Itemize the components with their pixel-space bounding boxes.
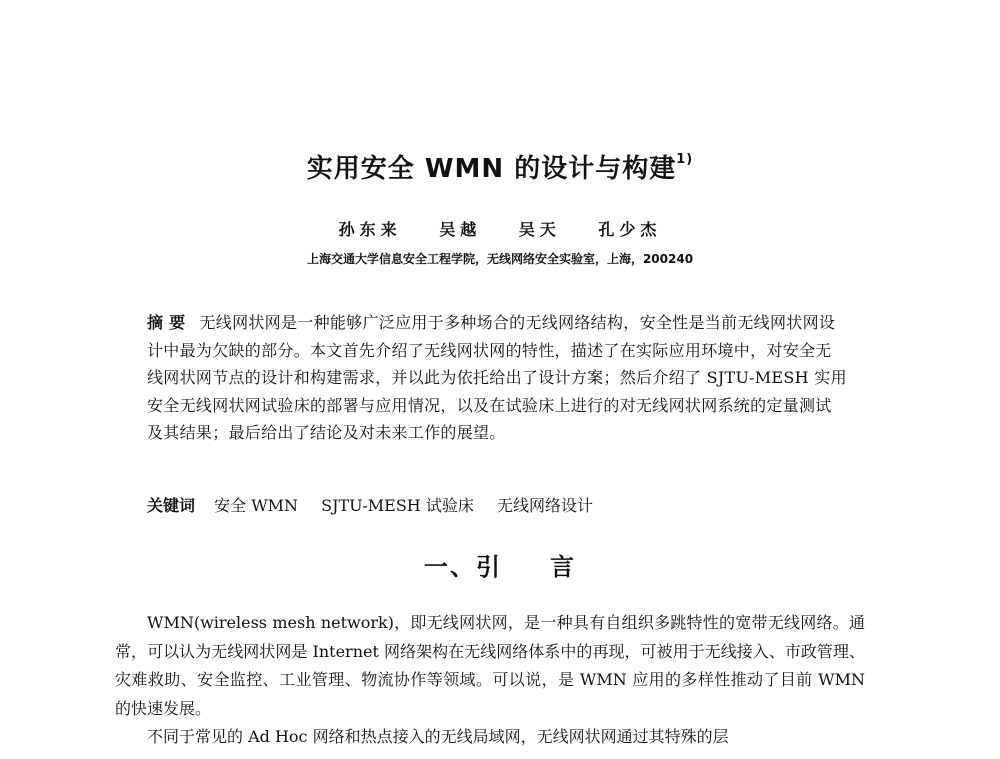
keyword: SJTU-MESH 试验床 [321, 496, 474, 515]
author-list [0, 217, 1000, 240]
keyword: 无线网络设计 [496, 496, 593, 515]
body-paragraph: WMN(wireless mesh network)，即无线网状网，是一种具有自组织多跳特性的宽带无线网络。通常，可以认为无线网状网是 Internet 网络架构在无线网络体系中的再现，可被用于无线接入、市政管理、灾难救助、安全监控、工业管理、物流协作等领域。可以说，是 WMN 应用的多样性推动了目前 WMN 的快速发展。 [115, 613, 865, 718]
abstract-text: 无线网状网是一种能够广泛应用于多种场合的无线网络结构，安全性是当前无线网状网设计中最为欠缺的部分。本文首先介绍了无线网状网的特性，描述了在实际应用环境中，对安全无线网状网节点的设计和构建需求，并以此为依托给出了设计方案；然后介绍了 SJTU-MESH 实用安全无线网状网试验床的部署与应用情况，以及在试验床上进行的对无线网状网系统的定量测试及其结果；最后给出了结论及对未来工作的展望。 [147, 313, 847, 442]
keyword: 安全 WMN [214, 496, 299, 515]
author-name: 孔少杰 [598, 220, 662, 239]
author-name: 吴天 [518, 220, 561, 239]
keywords-block [147, 494, 847, 518]
body-paragraph: 不同于常见的 Ad Hoc 网络和热点接入的无线局域网，无线网状网通过其特殊的层 [147, 727, 729, 746]
section-heading-part: 一、引 [424, 553, 502, 581]
paper-title-text: 实用安全 WMN 的设计与构建 [306, 154, 677, 184]
title-footnote-marker: 1) [676, 152, 694, 168]
abstract-label: 摘 要 [147, 313, 186, 332]
author-name: 吴越 [439, 220, 482, 239]
author-name: 孙东来 [338, 220, 402, 239]
abstract-block [147, 309, 847, 447]
keywords-label: 关键词 [147, 496, 196, 515]
paper-title [0, 148, 1000, 185]
author-affiliation: 上海交通大学信息安全工程学院，无线网络安全实验室，上海，200240 [306, 252, 694, 266]
body-text [115, 609, 865, 752]
section-heading-part: 言 [550, 553, 576, 581]
section-heading-introduction [0, 547, 1000, 582]
